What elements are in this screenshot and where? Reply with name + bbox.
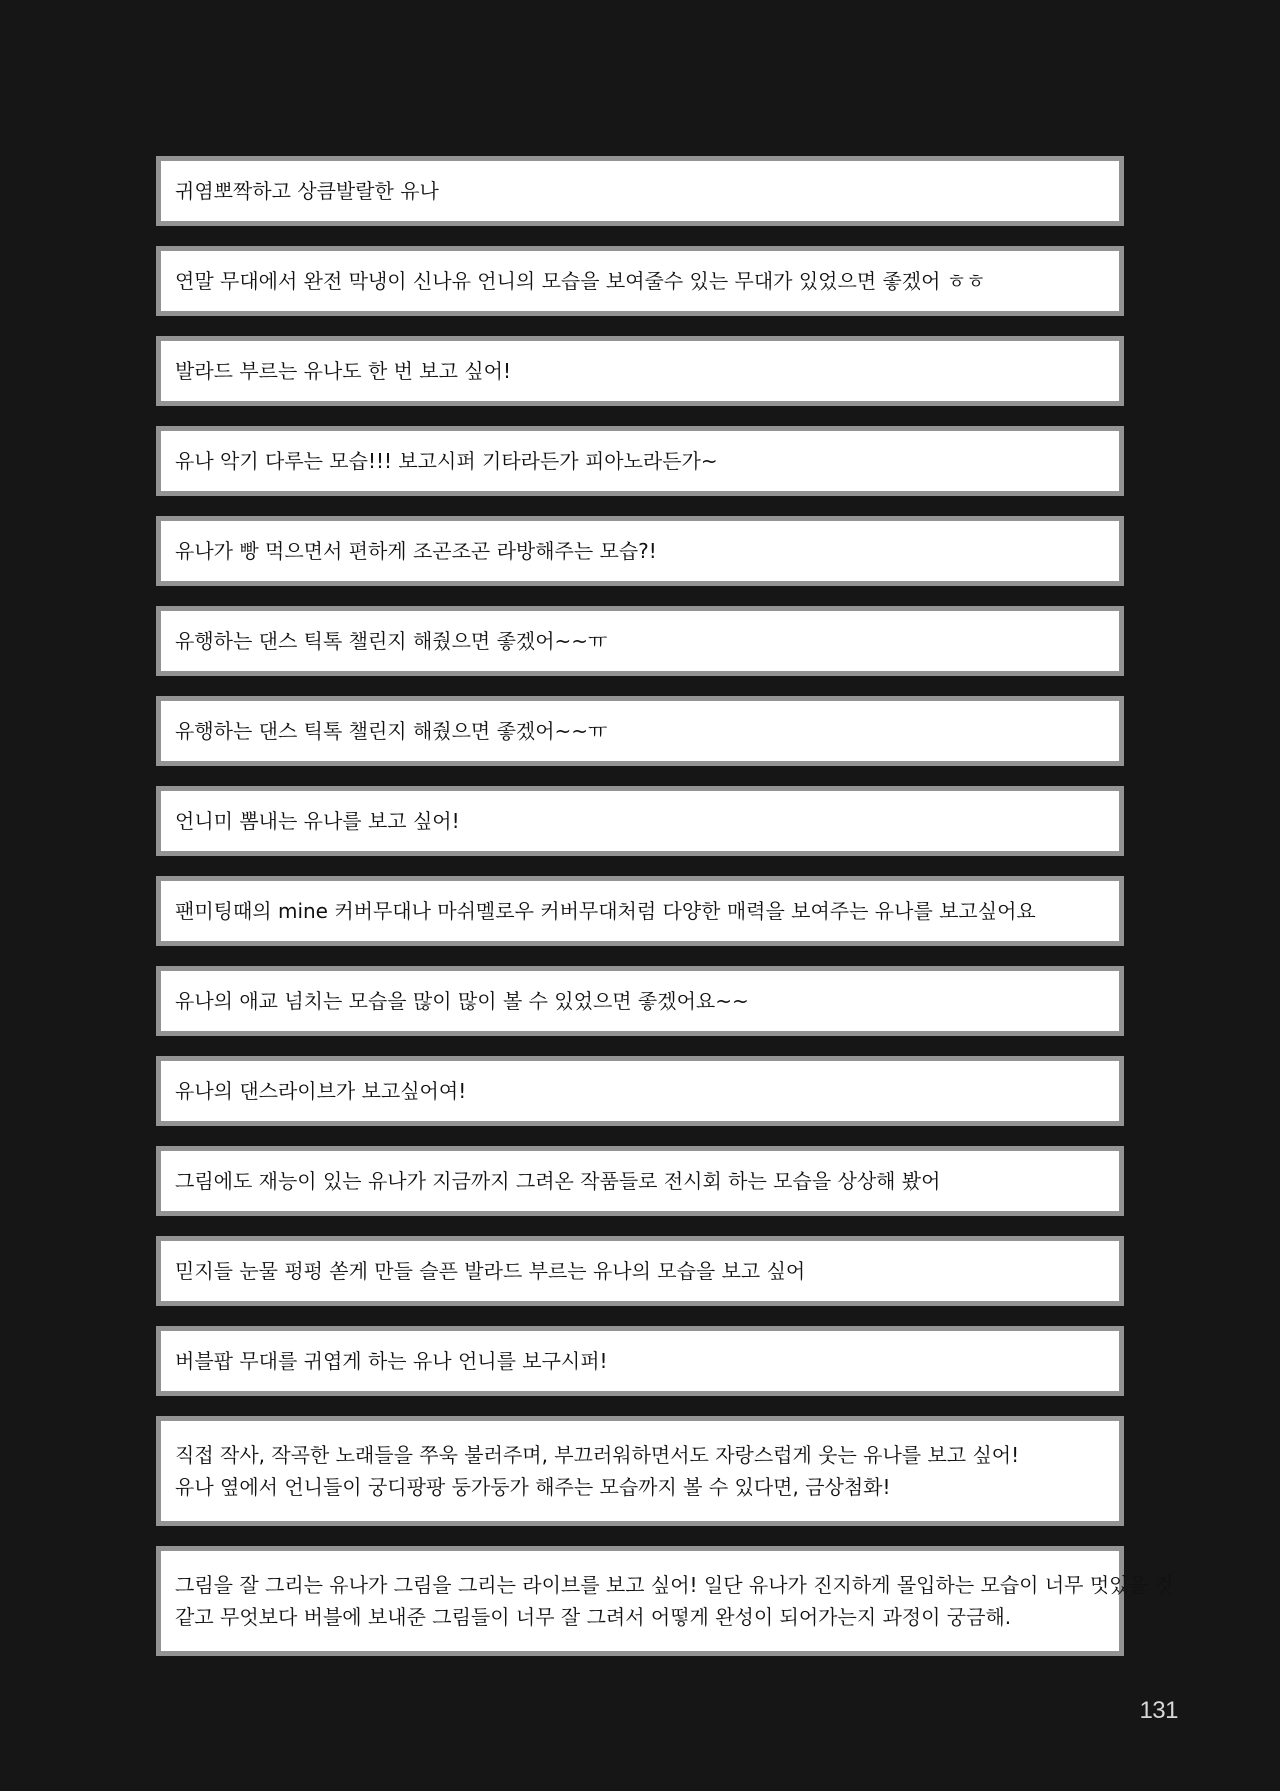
message-text: 유행하는 댄스 틱톡 챌린지 해줬으면 좋겠어~~ㅠ [175, 629, 608, 653]
message-card [156, 516, 1124, 586]
message-text: 발라드 부르는 유나도 한 번 보고 싶어! [175, 359, 511, 383]
message-card [156, 606, 1124, 676]
message-card [156, 246, 1124, 316]
message-card [156, 1146, 1124, 1216]
message-card [156, 1236, 1124, 1306]
message-card [156, 1546, 1174, 1656]
message-text: 연말 무대에서 완전 막냉이 신나유 언니의 모습을 보여줄수 있는 무대가 있었으면 좋겠어 ㅎㅎ [175, 269, 986, 293]
message-text: 유행하는 댄스 틱톡 챌린지 해줬으면 좋겠어~~ㅠ [175, 719, 608, 743]
message-text: 믿지들 눈물 펑펑 쏟게 만들 슬픈 발라드 부르는 유나의 모습을 보고 싶어 [175, 1259, 806, 1283]
message-list [156, 156, 1174, 1676]
message-text: 팬미팅때의 mine 커버무대나 마쉬멜로우 커버무대처럼 다양한 매력을 보여주는 유나를 보고싶어요 [175, 899, 1036, 923]
message-text: 버블팝 무대를 귀엽게 하는 유나 언니를 보구시퍼! [175, 1349, 608, 1373]
message-card [156, 876, 1124, 946]
message-card [156, 1056, 1124, 1126]
message-card [156, 786, 1124, 856]
page-number: 131 [1139, 1697, 1178, 1724]
message-text: 유나 악기 다루는 모습!!! 보고시퍼 기타라든가 피아노라든가~ [175, 449, 718, 473]
message-text: 언니미 뽐내는 유나를 보고 싶어! [175, 809, 460, 833]
message-card [156, 696, 1124, 766]
message-card [156, 1326, 1124, 1396]
message-text: 그림에도 재능이 있는 유나가 지금까지 그려온 작품들로 전시회 하는 모습을 상상해 봤어 [175, 1169, 941, 1193]
message-card [156, 156, 1124, 226]
message-card [156, 1416, 1124, 1526]
message-card [156, 426, 1124, 496]
message-text: 유나가 빵 먹으면서 편하게 조곤조곤 라방해주는 모습?! [175, 539, 657, 563]
message-text: 귀염뽀짝하고 상큼발랄한 유나 [175, 179, 439, 203]
message-text: 유나 옆에서 언니들이 궁디팡팡 둥가둥가 해주는 모습까지 볼 수 있다면, 금상첨화! [175, 1475, 891, 1499]
message-card [156, 336, 1124, 406]
message-text: 직접 작사, 작곡한 노래들을 쭈욱 불러주며, 부끄러워하면서도 자랑스럽게 웃는 유나를 보고 싶어! [175, 1443, 1020, 1467]
message-text: 같고 무엇보다 버블에 보내준 그림들이 너무 잘 그려서 어떻게 완성이 되어가는지 과정이 궁금해. [175, 1605, 1012, 1629]
message-text: 유나의 댄스라이브가 보고싶어여! [175, 1079, 467, 1103]
message-text: 그림을 잘 그리는 유나가 그림을 그리는 라이브를 보고 싶어! 일단 유나가 진지하게 몰입하는 모습이 너무 멋있을 것 [175, 1573, 1174, 1597]
message-text: 유나의 애교 넘치는 모습을 많이 많이 볼 수 있었으면 좋겠어요~~ [175, 989, 749, 1013]
message-card [156, 966, 1124, 1036]
